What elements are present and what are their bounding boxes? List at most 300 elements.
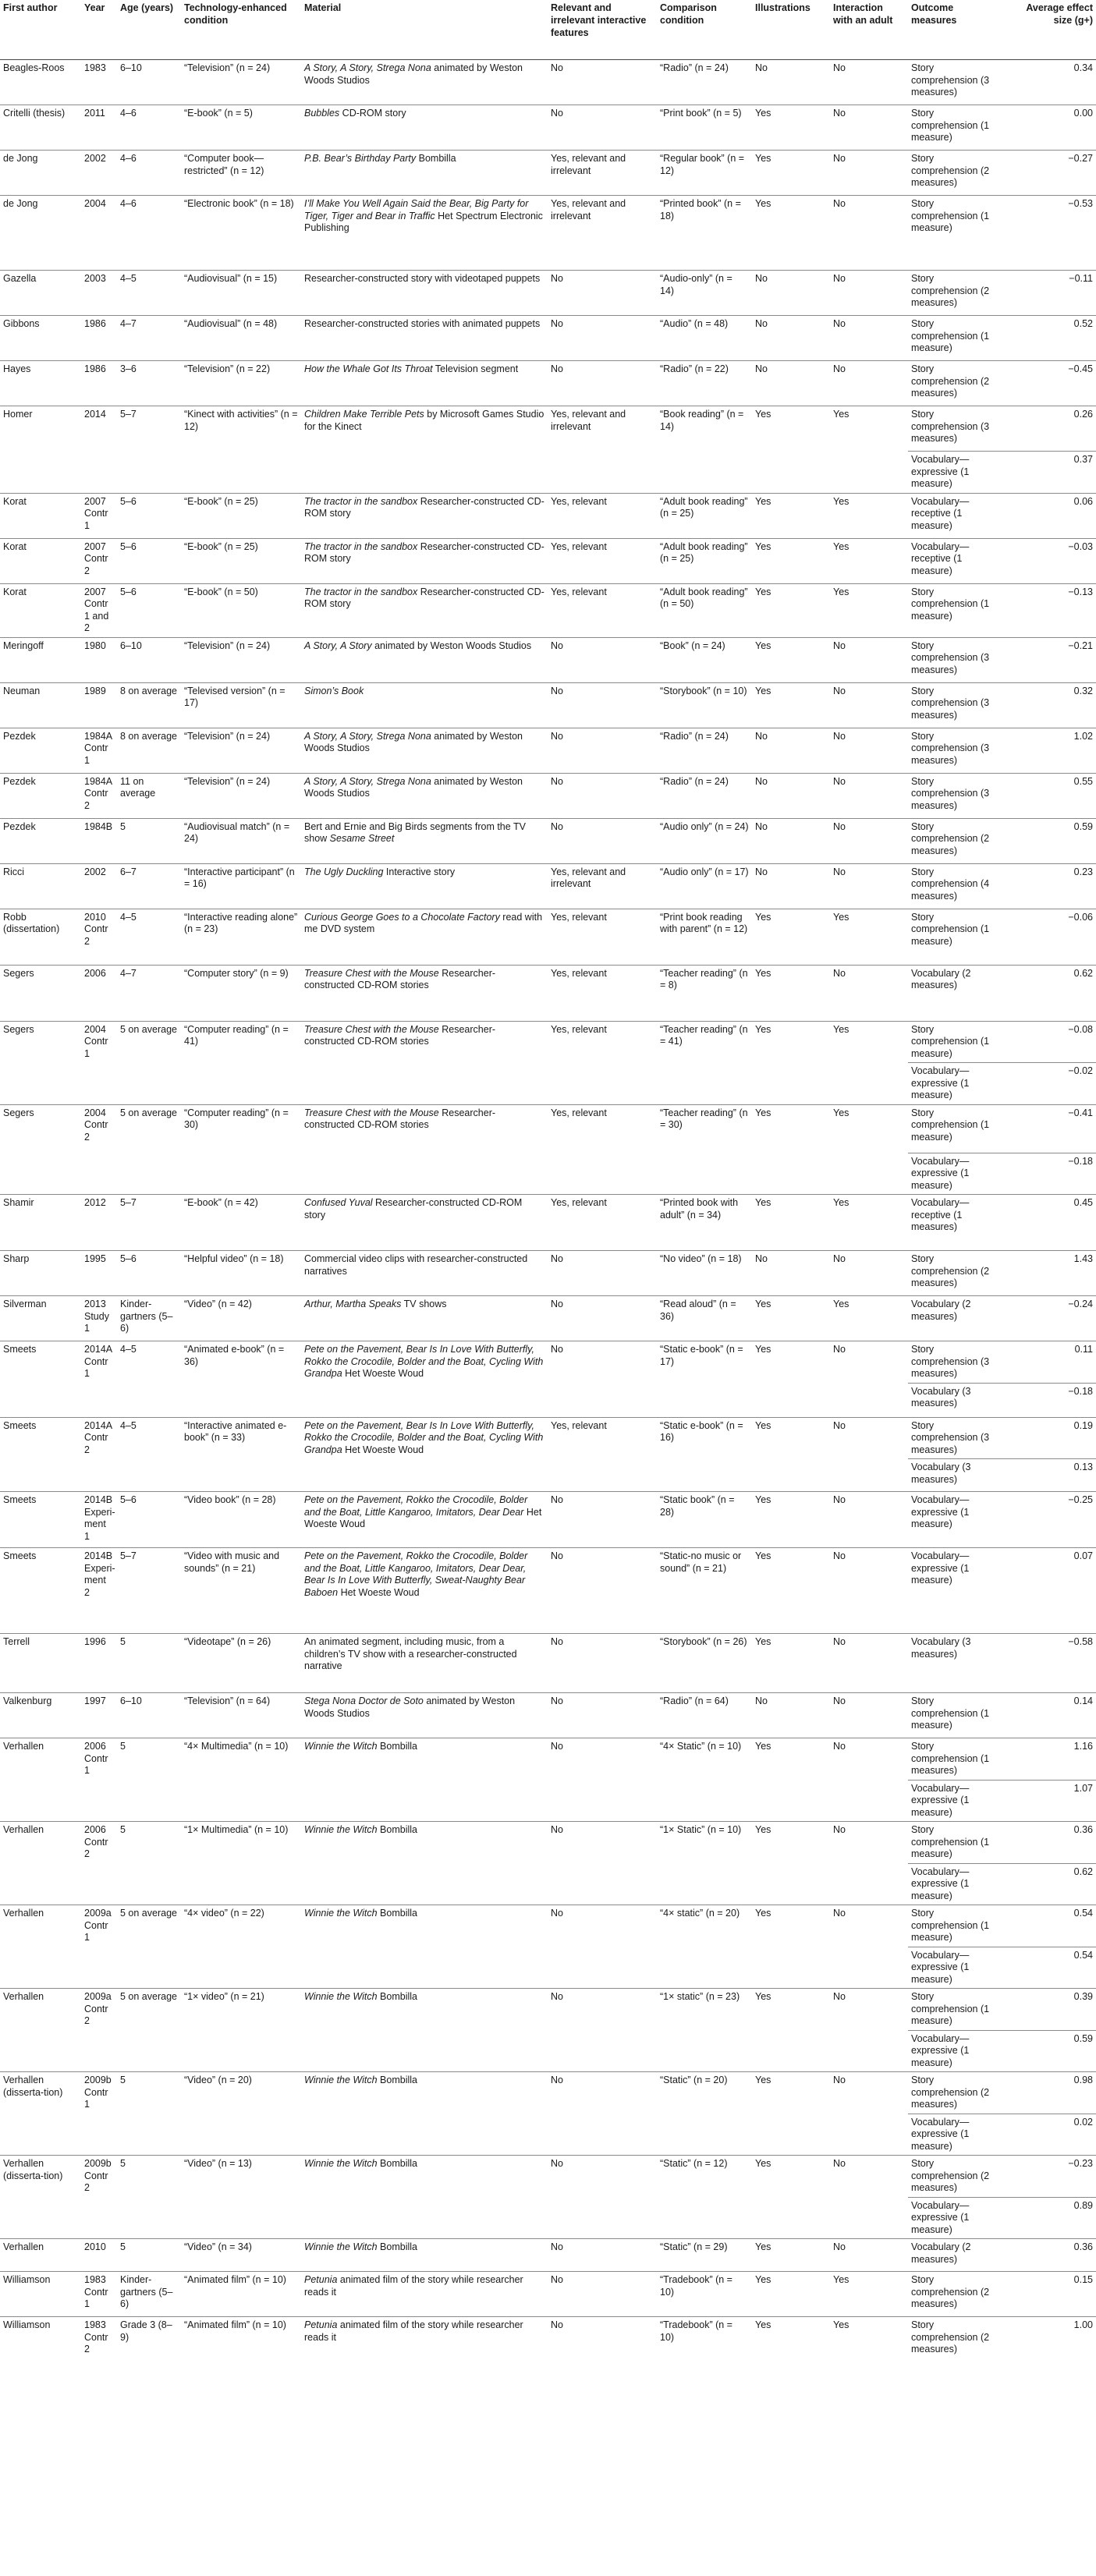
cell-interactive-features (548, 452, 657, 494)
material-note: Bombilla (416, 153, 456, 164)
cell-illustrations: Yes (752, 909, 830, 965)
cell-year: 1980 (81, 637, 117, 682)
cell-illustrations: Yes (752, 1492, 830, 1548)
cell-material (301, 728, 548, 773)
cell-interaction-adult (830, 1063, 908, 1105)
cell-comparison: “Read aloud” (n = 36) (657, 1296, 752, 1341)
cell-age: Grade 3 (8–9) (117, 2317, 181, 2358)
material-note: Researcher-constructed CD-ROM story (304, 495, 544, 519)
cell-effect-size: −0.27 (1002, 151, 1096, 196)
cell-comparison: “Radio” (n = 24) (657, 728, 752, 773)
cell-comparison: “Storybook” (n = 10) (657, 682, 752, 728)
material-note: Bombilla (377, 1741, 417, 1752)
material-note: by Microsoft Games Studio for the Kinect (304, 409, 544, 432)
cell-effect-size: 0.02 (1002, 2114, 1096, 2156)
cell-outcome: Story comprehension (2 measures) (908, 361, 1002, 406)
cell-illustrations: No (752, 1693, 830, 1738)
cell-illustrations: No (752, 60, 830, 105)
cell-age: 5 on average (117, 1104, 181, 1153)
cell-material (301, 1822, 548, 1864)
cell-first-author: de Jong (0, 196, 81, 271)
cell-technology: “Television” (n = 24) (181, 773, 301, 818)
cell-technology (181, 1153, 301, 1195)
table-row (0, 196, 1096, 271)
cell-technology: “E-book” (n = 25) (181, 493, 301, 538)
cell-technology: “Interactive participant” (n = 16) (181, 863, 301, 909)
cell-interactive-features: Yes, relevant (548, 1195, 657, 1251)
cell-outcome: Story comprehension (3 measures) (908, 773, 1002, 818)
cell-comparison: “Radio” (n = 24) (657, 60, 752, 105)
cell-technology: “Computer reading” (n = 30) (181, 1104, 301, 1153)
cell-effect-size: 0.59 (1002, 2030, 1096, 2072)
cell-interaction-adult (830, 452, 908, 494)
cell-interaction-adult: No (830, 1417, 908, 1459)
material-title: Bubbles (304, 108, 340, 119)
cell-first-author: Verhallen (0, 1738, 81, 1781)
cell-illustrations: Yes (752, 151, 830, 196)
cell-effect-size: 1.16 (1002, 1738, 1096, 1781)
cell-material (301, 1296, 548, 1341)
cell-interaction-adult: No (830, 818, 908, 863)
material-title: Pete on the Pavement, Rokko the Crocodile, Bolder and the Boat, Little Kangaroo, Imitators, Dear Dear (304, 1494, 528, 1518)
header-outcome: Outcome measures (908, 0, 1002, 60)
cell-year: 2010 (81, 2239, 117, 2272)
cell-outcome: Vocabulary—receptive (1 measure) (908, 538, 1002, 583)
cell-comparison (657, 1063, 752, 1105)
cell-age: 6–10 (117, 1693, 181, 1738)
cell-technology (181, 2030, 301, 2072)
cell-interaction-adult: No (830, 271, 908, 316)
cell-interaction-adult: No (830, 728, 908, 773)
material-note: Bombilla (377, 2241, 417, 2252)
material-note: Researcher-constructed CD-ROM story (304, 540, 544, 564)
cell-interactive-features: No (548, 1634, 657, 1693)
cell-material (301, 2239, 548, 2272)
cell-effect-size: −0.18 (1002, 1383, 1096, 1417)
cell-interaction-adult: No (830, 151, 908, 196)
cell-interactive-features: Yes, relevant (548, 493, 657, 538)
table-row (0, 1153, 1096, 1195)
cell-effect-size: 1.07 (1002, 1780, 1096, 1822)
cell-year: 1996 (81, 1634, 117, 1693)
cell-comparison: “4× Static” (n = 10) (657, 1738, 752, 1781)
cell-year: 2009a Contr 1 (81, 1905, 117, 1947)
cell-age: 5 on average (117, 1021, 181, 1063)
material-title: Curious George Goes to a Chocolate Factory (304, 911, 500, 923)
cell-first-author: Hayes (0, 361, 81, 406)
cell-outcome: Story comprehension (1 measure) (908, 316, 1002, 361)
cell-age: 5 (117, 818, 181, 863)
cell-interactive-features: Yes, relevant (548, 1104, 657, 1153)
cell-interaction-adult: No (830, 316, 908, 361)
cell-technology: “Computer reading” (n = 41) (181, 1021, 301, 1063)
cell-first-author (0, 1947, 81, 1989)
cell-technology: “Television” (n = 64) (181, 1693, 301, 1738)
cell-outcome: Vocabulary (3 measures) (908, 1459, 1002, 1492)
cell-effect-size: 0.54 (1002, 1905, 1096, 1947)
table-row (0, 1417, 1096, 1459)
cell-year: 2006 Contr 2 (81, 1822, 117, 1864)
table-row (0, 2114, 1096, 2156)
cell-outcome: Story comprehension (1 measure) (908, 1693, 1002, 1738)
cell-material (301, 1341, 548, 1384)
cell-outcome: Vocabulary—receptive (1 measures) (908, 1195, 1002, 1251)
cell-interaction-adult: No (830, 682, 908, 728)
cell-first-author: Meringoff (0, 637, 81, 682)
cell-year: 1984A Contr 2 (81, 773, 117, 818)
cell-year: 1984A Contr 1 (81, 728, 117, 773)
cell-interactive-features: No (548, 773, 657, 818)
cell-comparison (657, 1459, 752, 1492)
material-note: Bombilla (377, 2075, 417, 2085)
cell-interaction-adult: Yes (830, 493, 908, 538)
cell-illustrations: No (752, 316, 830, 361)
cell-age (117, 1063, 181, 1105)
cell-interaction-adult: No (830, 1492, 908, 1548)
cell-interaction-adult: No (830, 1822, 908, 1864)
table-row (0, 773, 1096, 818)
cell-technology: “E-book” (n = 50) (181, 583, 301, 637)
cell-age (117, 1459, 181, 1492)
cell-age: 5 (117, 2156, 181, 2198)
table-row (0, 538, 1096, 583)
cell-comparison: “Storybook” (n = 26) (657, 1634, 752, 1693)
cell-technology: “Animated e-book” (n = 36) (181, 1341, 301, 1384)
cell-effect-size: 0.07 (1002, 1548, 1096, 1634)
cell-effect-size: −0.45 (1002, 361, 1096, 406)
cell-year: 2009b Contr 1 (81, 2072, 117, 2114)
cell-year (81, 452, 117, 494)
cell-interaction-adult (830, 2114, 908, 2156)
material-note: Researcher-constructed CD-ROM story (304, 586, 544, 609)
cell-effect-size: 0.19 (1002, 1417, 1096, 1459)
cell-effect-size: 0.13 (1002, 1459, 1096, 1492)
cell-comparison: “Audio” (n = 48) (657, 316, 752, 361)
cell-outcome: Vocabulary—expressive (1 measure) (908, 2114, 1002, 2156)
cell-technology: “Video book” (n = 28) (181, 1492, 301, 1548)
table-row (0, 2197, 1096, 2239)
cell-effect-size: 0.23 (1002, 863, 1096, 909)
cell-interaction-adult: Yes (830, 1021, 908, 1063)
cell-age (117, 1780, 181, 1822)
cell-material (301, 1383, 548, 1417)
cell-effect-size: 1.00 (1002, 2317, 1096, 2358)
cell-material (301, 1459, 548, 1492)
cell-interactive-features: No (548, 1341, 657, 1384)
table-row (0, 1548, 1096, 1634)
material-note: Researcher-constructed CD-ROM stories (304, 1107, 496, 1130)
material-title: A Story, A Story (304, 640, 372, 651)
table-row (0, 1063, 1096, 1105)
cell-illustrations (752, 1863, 830, 1905)
cell-comparison: “Teacher reading” (n = 8) (657, 965, 752, 1021)
material-title: Treasure Chest with the Mouse (304, 967, 439, 979)
table-row (0, 1905, 1096, 1947)
cell-year: 2007 Contr 1 and 2 (81, 583, 117, 637)
cell-first-author (0, 1459, 81, 1492)
table-header-row (0, 0, 1096, 60)
cell-outcome: Story comprehension (3 measures) (908, 406, 1002, 452)
cell-material (301, 1021, 548, 1063)
cell-year: 2009a Contr 2 (81, 1989, 117, 2031)
cell-interactive-features (548, 2030, 657, 2072)
cell-comparison: “Static” (n = 20) (657, 2072, 752, 2114)
cell-effect-size: 0.54 (1002, 1947, 1096, 1989)
cell-first-author: Verhallen (0, 1905, 81, 1947)
cell-year: 1986 (81, 316, 117, 361)
cell-outcome: Vocabulary—expressive (1 measure) (908, 2197, 1002, 2239)
table-row (0, 1459, 1096, 1492)
cell-first-author: Korat (0, 583, 81, 637)
cell-year (81, 1947, 117, 1989)
cell-illustrations: Yes (752, 682, 830, 728)
table-row (0, 316, 1096, 361)
material-note: An animated segment, including music, from a children’s TV show with a researcher-constructed narrative (304, 1636, 517, 1671)
cell-illustrations: Yes (752, 2239, 830, 2272)
cell-effect-size: −0.13 (1002, 583, 1096, 637)
cell-illustrations: Yes (752, 1417, 830, 1459)
cell-interactive-features: No (548, 1296, 657, 1341)
material-note: Het Woeste Woud (342, 1368, 424, 1379)
cell-first-author: Terrell (0, 1634, 81, 1693)
cell-technology: “Animated film” (n = 10) (181, 2317, 301, 2358)
cell-comparison: “Static e-book” (n = 16) (657, 1417, 752, 1459)
cell-interaction-adult: No (830, 965, 908, 1021)
cell-age: 4–6 (117, 105, 181, 151)
cell-effect-size: 0.00 (1002, 105, 1096, 151)
cell-interactive-features (548, 1863, 657, 1905)
cell-effect-size: −0.25 (1002, 1492, 1096, 1548)
cell-first-author: Smeets (0, 1492, 81, 1548)
material-note: animated by Weston Woods Studios (304, 1695, 516, 1719)
cell-age: 6–10 (117, 637, 181, 682)
cell-comparison: “Static” (n = 12) (657, 2156, 752, 2198)
cell-illustrations: No (752, 728, 830, 773)
cell-technology (181, 1780, 301, 1822)
cell-interaction-adult: No (830, 773, 908, 818)
cell-technology: “E-book” (n = 5) (181, 105, 301, 151)
cell-comparison: “Tradebook” (n = 10) (657, 2272, 752, 2317)
table-row (0, 1021, 1096, 1063)
cell-outcome: Story comprehension (2 measures) (908, 2072, 1002, 2114)
cell-material (301, 909, 548, 965)
table-row (0, 1989, 1096, 2031)
material-note: Bombilla (377, 1991, 417, 2002)
cell-outcome: Vocabulary (2 measures) (908, 965, 1002, 1021)
cell-age: 4–6 (117, 196, 181, 271)
cell-technology: “Television” (n = 24) (181, 60, 301, 105)
table-row (0, 818, 1096, 863)
cell-comparison: “Radio” (n = 22) (657, 361, 752, 406)
material-title: Winnie the Witch (304, 2158, 378, 2169)
cell-age: 5 (117, 1738, 181, 1781)
table-row (0, 1693, 1096, 1738)
cell-interactive-features (548, 1947, 657, 1989)
material-title: The tractor in the sandbox (304, 495, 418, 507)
cell-first-author: Valkenburg (0, 1693, 81, 1738)
cell-material (301, 1634, 548, 1693)
cell-year: 1997 (81, 1693, 117, 1738)
table-row (0, 909, 1096, 965)
cell-effect-size: −0.11 (1002, 271, 1096, 316)
cell-technology: “Television” (n = 22) (181, 361, 301, 406)
cell-interaction-adult: No (830, 2156, 908, 2198)
cell-interaction-adult: No (830, 361, 908, 406)
cell-material (301, 1863, 548, 1905)
cell-effect-size: 0.62 (1002, 1863, 1096, 1905)
cell-technology: “Audiovisual match” (n = 24) (181, 818, 301, 863)
cell-year: 2007 Contr 1 (81, 493, 117, 538)
cell-material (301, 1905, 548, 1947)
cell-interactive-features: No (548, 1251, 657, 1296)
cell-first-author: Pezdek (0, 728, 81, 773)
material-title: Winnie the Witch (304, 1908, 378, 1919)
cell-outcome: Story comprehension (2 measures) (908, 2317, 1002, 2358)
table-row (0, 1634, 1096, 1693)
cell-year (81, 2197, 117, 2239)
cell-interactive-features (548, 2114, 657, 2156)
cell-interactive-features: Yes, relevant (548, 538, 657, 583)
cell-interaction-adult (830, 2030, 908, 2072)
cell-year: 1984B (81, 818, 117, 863)
cell-outcome: Story comprehension (1 measures) (908, 1738, 1002, 1781)
table-row (0, 1104, 1096, 1153)
cell-illustrations: Yes (752, 493, 830, 538)
cell-illustrations: Yes (752, 1341, 830, 1384)
cell-interaction-adult: No (830, 1341, 908, 1384)
cell-first-author: Verhallen (0, 2239, 81, 2272)
cell-material (301, 196, 548, 271)
cell-effect-size: 0.98 (1002, 2072, 1096, 2114)
cell-outcome: Story comprehension (3 measures) (908, 1341, 1002, 1384)
material-note: Interactive story (383, 866, 456, 877)
cell-first-author (0, 1780, 81, 1822)
cell-material (301, 773, 548, 818)
cell-material (301, 637, 548, 682)
table-row (0, 1947, 1096, 1989)
cell-first-author: Gazella (0, 271, 81, 316)
cell-comparison: “Audio only” (n = 24) (657, 818, 752, 863)
cell-material (301, 1548, 548, 1634)
cell-year: 2011 (81, 105, 117, 151)
material-title: The tractor in the sandbox (304, 586, 418, 597)
cell-technology: “Videotape” (n = 26) (181, 1634, 301, 1693)
header-illustrations: Illustrations (752, 0, 830, 60)
cell-technology: “Television” (n = 24) (181, 637, 301, 682)
table-row (0, 583, 1096, 637)
cell-technology: “Televised version” (n = 17) (181, 682, 301, 728)
cell-first-author (0, 1863, 81, 1905)
cell-year: 2009b Contr 2 (81, 2156, 117, 2198)
cell-first-author: Segers (0, 965, 81, 1021)
cell-effect-size: −0.41 (1002, 1104, 1096, 1153)
cell-comparison: “No video” (n = 18) (657, 1251, 752, 1296)
cell-first-author: Homer (0, 406, 81, 452)
cell-material (301, 583, 548, 637)
cell-technology (181, 2114, 301, 2156)
cell-first-author (0, 2030, 81, 2072)
cell-illustrations: Yes (752, 2272, 830, 2317)
cell-interactive-features: No (548, 2156, 657, 2198)
cell-outcome: Story comprehension (3 measures) (908, 1417, 1002, 1459)
cell-illustrations (752, 1947, 830, 1989)
cell-technology: “Audiovisual” (n = 15) (181, 271, 301, 316)
cell-first-author (0, 1153, 81, 1195)
cell-interaction-adult (830, 1780, 908, 1822)
cell-first-author: Smeets (0, 1341, 81, 1384)
cell-age: 4–7 (117, 965, 181, 1021)
cell-age: 3–6 (117, 361, 181, 406)
cell-age (117, 1153, 181, 1195)
cell-first-author: Korat (0, 538, 81, 583)
material-title: I’ll Make You Well Again Said the Bear, Big Party for Tiger, Tiger and Bear in Traffic (304, 198, 529, 221)
cell-interactive-features: Yes, relevant (548, 583, 657, 637)
cell-comparison (657, 1947, 752, 1989)
material-note: Researcher-constructed CD-ROM stories (304, 967, 496, 990)
cell-illustrations (752, 1383, 830, 1417)
cell-illustrations: Yes (752, 1104, 830, 1153)
table-body (0, 60, 1096, 2358)
cell-first-author: Ricci (0, 863, 81, 909)
cell-interaction-adult: Yes (830, 406, 908, 452)
cell-illustrations (752, 1063, 830, 1105)
cell-outcome: Vocabulary—expressive (1 measure) (908, 1780, 1002, 1822)
cell-illustrations: Yes (752, 538, 830, 583)
cell-outcome: Story comprehension (3 measures) (908, 637, 1002, 682)
cell-illustrations: Yes (752, 406, 830, 452)
cell-first-author: Gibbons (0, 316, 81, 361)
cell-comparison: “Printed book” (n = 18) (657, 196, 752, 271)
cell-effect-size: −0.24 (1002, 1296, 1096, 1341)
cell-outcome: Vocabulary (3 measures) (908, 1383, 1002, 1417)
cell-technology (181, 1459, 301, 1492)
cell-technology: “1× video” (n = 21) (181, 1989, 301, 2031)
cell-first-author: Verhallen (0, 1989, 81, 2031)
cell-age (117, 1383, 181, 1417)
cell-year (81, 2114, 117, 2156)
cell-effect-size: 0.39 (1002, 1989, 1096, 2031)
cell-age: Kinder-gartners (5–6) (117, 1296, 181, 1341)
cell-year: 1989 (81, 682, 117, 728)
cell-year (81, 1459, 117, 1492)
material-note: Bombilla (377, 2158, 417, 2169)
cell-year: 2002 (81, 151, 117, 196)
material-note: Bert and Ernie and Big Birds segments from the TV show (304, 820, 526, 844)
cell-interactive-features (548, 1383, 657, 1417)
material-title: A Story, A Story, Strega Nona (304, 730, 431, 742)
cell-first-author: Robb (dissertation) (0, 909, 81, 965)
cell-interaction-adult: No (830, 1634, 908, 1693)
table-row (0, 1822, 1096, 1864)
cell-interaction-adult: Yes (830, 1296, 908, 1341)
cell-comparison: “Adult book reading” (n = 25) (657, 538, 752, 583)
cell-interaction-adult (830, 1863, 908, 1905)
cell-effect-size: −0.23 (1002, 2156, 1096, 2198)
table-row (0, 1738, 1096, 1781)
cell-illustrations: Yes (752, 1548, 830, 1634)
cell-interactive-features: No (548, 637, 657, 682)
cell-effect-size: 0.26 (1002, 406, 1096, 452)
cell-first-author: Williamson (0, 2272, 81, 2317)
cell-interaction-adult (830, 1153, 908, 1195)
cell-age: Kinder-gartners (5–6) (117, 2272, 181, 2317)
cell-outcome: Story comprehension (1 measure) (908, 909, 1002, 965)
table-row (0, 2156, 1096, 2198)
cell-technology: “Television” (n = 24) (181, 728, 301, 773)
cell-interactive-features: No (548, 818, 657, 863)
cell-interactive-features: No (548, 1905, 657, 1947)
material-title: Treasure Chest with the Mouse (304, 1107, 439, 1118)
